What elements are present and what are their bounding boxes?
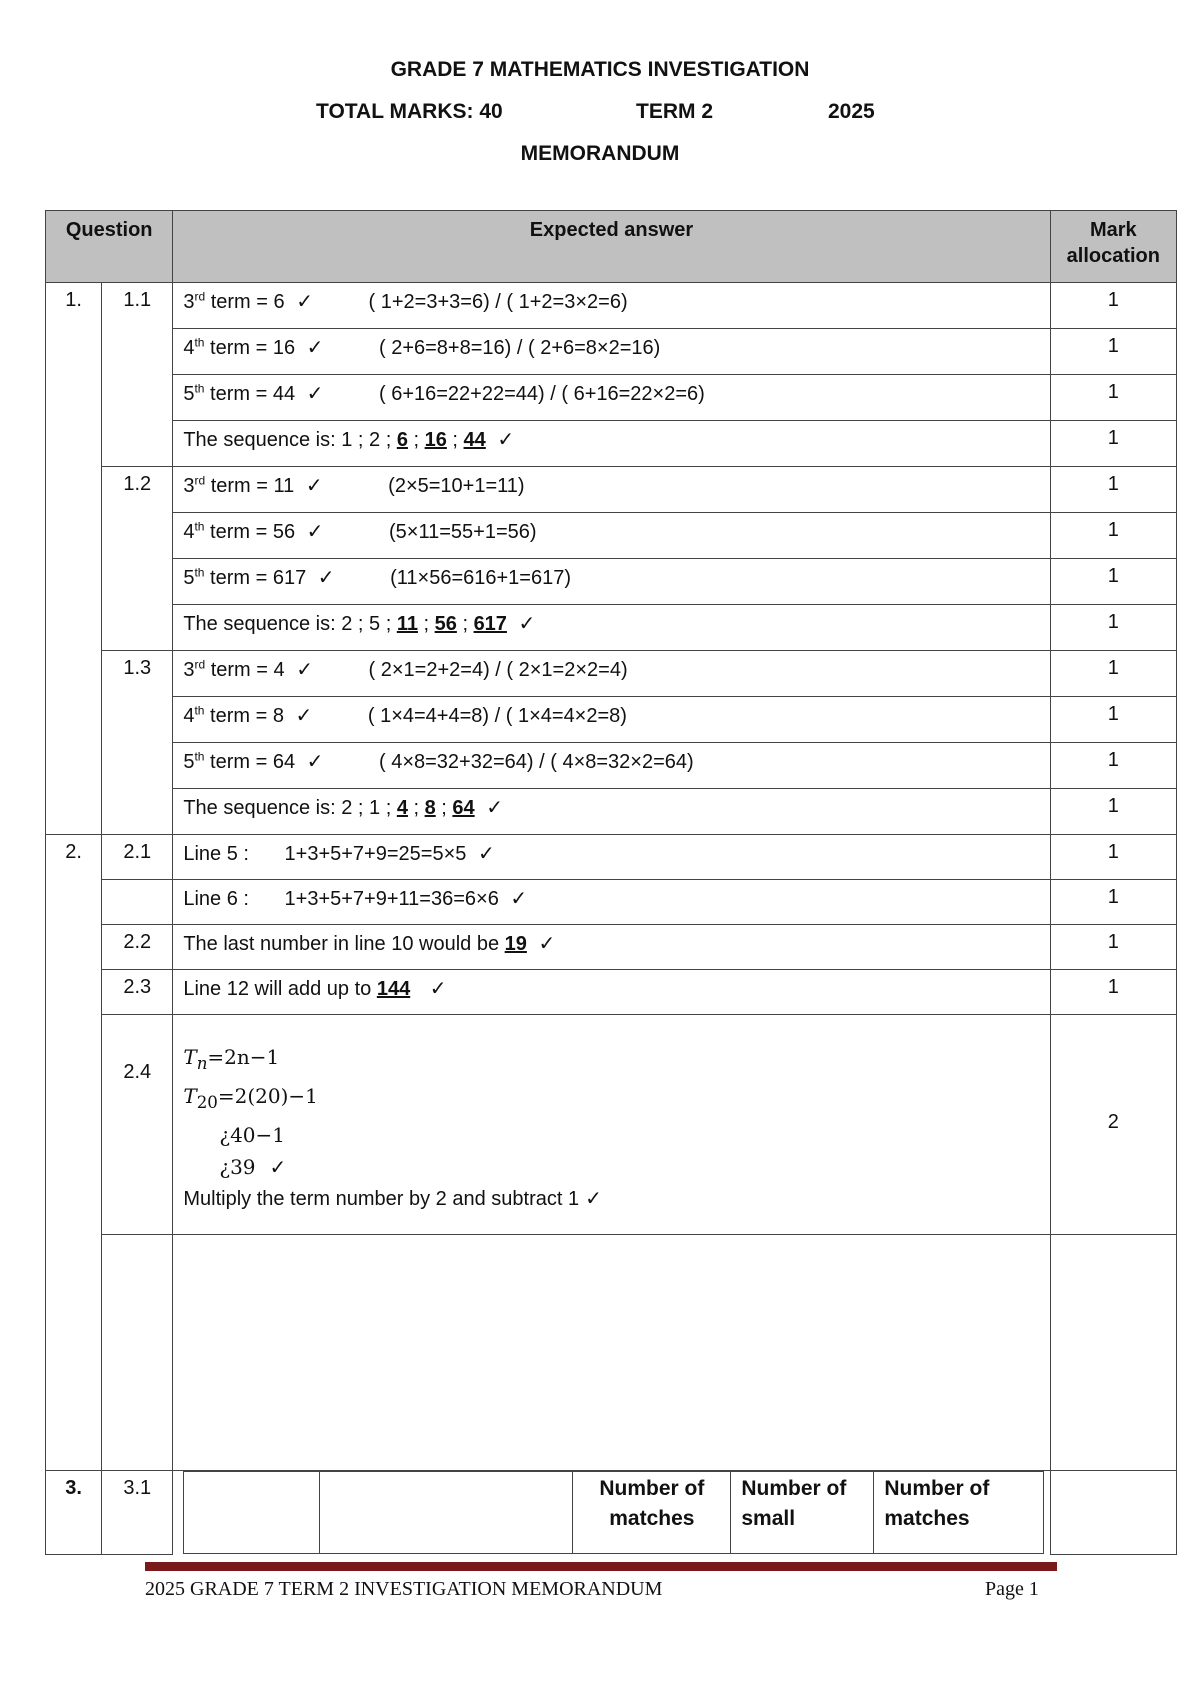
answer-cell: [173, 513, 1050, 559]
empty-cell: [173, 1235, 1050, 1471]
answer-cell: [173, 329, 1050, 375]
answer-cell: [173, 375, 1050, 421]
ordinal: 4: [183, 337, 195, 359]
answer-cell: [173, 1015, 1050, 1235]
mark-cell: 1: [1050, 651, 1176, 697]
check-icon: ✓: [306, 383, 324, 405]
ordinal-suffix: rd: [194, 289, 206, 304]
check-icon: ✓: [305, 475, 323, 497]
ordinal-suffix: th: [194, 335, 205, 350]
check-icon: ✓: [518, 613, 536, 635]
formula-line: $T_{20}=2(20)-1$: [183, 1084, 318, 1112]
table-row: [46, 697, 1177, 743]
memo-table: [45, 210, 1177, 1555]
sequence-text: The sequence is: 2 ; 1 ;: [183, 797, 392, 819]
empty-cell: [102, 1235, 173, 1471]
subquestion-1-1: 1.1: [102, 283, 173, 467]
mark-header-line2: allocation: [1066, 245, 1160, 267]
mark-cell: 1: [1050, 789, 1176, 835]
subquestion-2-4: 2.4: [102, 1015, 173, 1235]
table-row: [46, 329, 1177, 375]
mark-cell: 1: [1050, 559, 1176, 605]
answer-cell: The sequence is: 2 ; 1 ; 4 ; 8 ; 64 ✓: [173, 789, 1050, 835]
table-row: [46, 651, 1177, 697]
subquestion-1-3: 1.3: [102, 651, 173, 835]
sequence-value: 56: [434, 613, 457, 635]
answer-text: term = 16: [210, 337, 296, 359]
table-row: [46, 925, 1177, 970]
match-col-3: Number of matches: [573, 1472, 731, 1554]
check-icon: ✓: [510, 888, 528, 910]
formula-line: ¿40−1: [219, 1123, 285, 1147]
answer-cell: [173, 651, 1050, 697]
working: ( 1×4=4+4=8) / ( 1×4=4×2=8): [367, 705, 627, 727]
expected-answer-header: Expected answer: [173, 211, 1050, 283]
ordinal-suffix: th: [194, 749, 205, 764]
match-table: [183, 1471, 1044, 1554]
answer-value: 144: [376, 978, 411, 1000]
sequence-value: 617: [473, 613, 507, 635]
check-icon: ✓: [429, 978, 447, 1000]
page-title: GRADE 7 MATHEMATICS INVESTIGATION: [390, 58, 810, 81]
mark-cell: 1: [1050, 925, 1176, 970]
answer-cell: [173, 743, 1050, 789]
subquestion-blank: [102, 880, 173, 925]
formula-text: ¿39: [219, 1155, 256, 1179]
term-label: TERM 2: [636, 100, 714, 123]
sequence-value: 8: [424, 797, 436, 819]
sequence-text: The sequence is: 1 ; 2 ;: [183, 429, 392, 451]
answer-text: term = 8: [210, 705, 284, 727]
working: (2×5=10+1=11): [388, 475, 525, 497]
table-row: [46, 605, 1177, 651]
check-icon: ✓: [486, 797, 503, 819]
answer-cell: [173, 925, 1050, 970]
table-row: [46, 880, 1177, 925]
question-header: Question: [46, 211, 173, 283]
subquestion-2-1: 2.1: [102, 835, 173, 880]
total-marks: TOTAL MARKS: 40: [316, 100, 503, 123]
ordinal: 5: [183, 751, 195, 773]
answer-text: term = 64: [210, 751, 296, 773]
table-row: [46, 559, 1177, 605]
check-icon: ✓: [477, 843, 495, 865]
mark-cell: 1: [1050, 283, 1176, 329]
answer-cell: [173, 880, 1050, 925]
ordinal: 5: [183, 567, 195, 589]
subquestion-2-3: 2.3: [102, 970, 173, 1015]
table-header-row: [46, 211, 1177, 283]
subquestion-3-1: 3.1: [102, 1471, 173, 1555]
answer-text: term = 4: [210, 659, 285, 681]
formula-line: [183, 1151, 1039, 1183]
sequence-value: 64: [452, 797, 475, 819]
answer-text: Line 12 will add up to: [183, 978, 372, 1000]
answer-cell: The sequence is: 2 ; 5 ; 11 ; 56 ; 617 ✓: [173, 605, 1050, 651]
mark-cell: 1: [1050, 970, 1176, 1015]
ordinal: 5: [183, 383, 195, 405]
working: ( 2×1=2+2=4) / ( 2×1=2×2=4): [368, 659, 628, 681]
line-label: Line 5 :: [183, 843, 249, 865]
mark-cell: 1: [1050, 835, 1176, 880]
question-number-1: 1.: [46, 283, 102, 835]
table-row: [46, 283, 1177, 329]
check-icon: ✓: [306, 751, 324, 773]
working: (11×56=616+1=617): [390, 567, 572, 589]
check-icon: ✓: [585, 1188, 602, 1210]
answer-text: term = 56: [210, 521, 296, 543]
match-table-header: [184, 1472, 1044, 1554]
ordinal: 3: [183, 659, 195, 681]
answer-cell: [173, 559, 1050, 605]
ordinal-suffix: th: [194, 565, 205, 580]
subquestion-1-2: 1.2: [102, 467, 173, 651]
table-row: [46, 1235, 1177, 1471]
ordinal-suffix: rd: [194, 657, 206, 672]
ordinal-suffix: th: [194, 703, 205, 718]
check-icon: ✓: [317, 567, 335, 589]
mark-cell: 2: [1050, 1015, 1176, 1235]
sequence-value: 4: [396, 797, 408, 819]
check-icon: ✓: [306, 337, 324, 359]
line-label: Line 6 :: [183, 888, 249, 910]
table-row: [46, 835, 1177, 880]
empty-cell: [1050, 1235, 1176, 1471]
check-icon: ✓: [538, 933, 556, 955]
ordinal-suffix: th: [194, 381, 205, 396]
mark-cell: 1: [1050, 421, 1176, 467]
ordinal-suffix: th: [194, 519, 205, 534]
match-col-2: [320, 1472, 573, 1554]
match-col-5: Number of matches: [874, 1472, 1044, 1554]
ordinal-suffix: rd: [194, 473, 206, 488]
answer-cell: [173, 467, 1050, 513]
ordinal: 3: [183, 475, 195, 497]
answer-cell: [173, 835, 1050, 880]
check-icon: ✓: [269, 1155, 287, 1179]
answer-cell: [173, 283, 1050, 329]
answer-text: Multiply the term number by 2 and subtract 1: [183, 1188, 580, 1210]
answer-cell: The sequence is: 1 ; 2 ; 6 ; 16 ; 44 ✓: [173, 421, 1050, 467]
year-label: 2025: [828, 100, 875, 123]
footer-rule: [145, 1562, 1057, 1571]
sequence-text: The sequence is: 2 ; 5 ;: [183, 613, 392, 635]
working: 1+3+5+7+9=25=5×5: [284, 843, 467, 865]
ordinal: 4: [183, 521, 195, 543]
mark-cell: 1: [1050, 605, 1176, 651]
working: ( 1+2=3+3=6) / ( 1+2=3×2=6): [368, 291, 628, 313]
mark-allocation-header: [1050, 211, 1176, 283]
mark-cell: 1: [1050, 697, 1176, 743]
check-icon: ✓: [296, 659, 313, 681]
answer-text: term = 6: [210, 291, 285, 313]
answer-value: 19: [504, 933, 527, 955]
question-number-3: 3.: [46, 1471, 102, 1555]
page-number: Page 1: [985, 1578, 1039, 1600]
working: 1+3+5+7+9+11=36=6×6: [284, 888, 499, 910]
sequence-value: 11: [396, 613, 418, 635]
working: ( 2+6=8+8=16) / ( 2+6=8×2=16): [378, 337, 661, 359]
sequence-value: 44: [463, 429, 486, 451]
check-icon: ✓: [295, 705, 313, 727]
formula-text: =2n−1: [207, 1045, 280, 1069]
table-row: [46, 970, 1177, 1015]
formula-text: =2(20)−1: [217, 1084, 318, 1108]
answer-cell: [173, 697, 1050, 743]
table-row: [46, 1015, 1177, 1235]
answer-text: The last number in line 10 would be: [183, 933, 500, 955]
memorandum-subtitle: MEMORANDUM: [520, 142, 680, 165]
answer-cell: [173, 1471, 1050, 1555]
table-row: [46, 1471, 1177, 1555]
check-icon: ✓: [296, 291, 313, 313]
answer-cell: [173, 970, 1050, 1015]
sequence-value: 16: [424, 429, 447, 451]
mark-cell: 1: [1050, 467, 1176, 513]
working: ( 6+16=22+22=44) / ( 6+16=22×2=6): [378, 383, 705, 405]
table-row: [46, 375, 1177, 421]
check-icon: ✓: [497, 429, 515, 451]
mark-cell: 1: [1050, 375, 1176, 421]
answer-text: term = 44: [210, 383, 296, 405]
table-row: [46, 789, 1177, 835]
ordinal: 4: [183, 705, 195, 727]
mark-cell: 1: [1050, 743, 1176, 789]
ordinal: 3: [183, 291, 195, 313]
mark-header-line1: Mark: [1089, 219, 1137, 241]
answer-line: [183, 1183, 1039, 1215]
subquestion-2-2: 2.2: [102, 925, 173, 970]
table-row: [46, 513, 1177, 559]
footer-title: 2025 GRADE 7 TERM 2 INVESTIGATION MEMORANDUM: [145, 1578, 663, 1600]
question-number-2: 2.: [46, 835, 102, 1471]
answer-text: term = 11: [210, 475, 295, 497]
answer-text: term = 617: [210, 567, 307, 589]
table-row: [46, 421, 1177, 467]
mark-cell: 1: [1050, 880, 1176, 925]
match-col-1: [184, 1472, 320, 1554]
check-icon: ✓: [306, 521, 324, 543]
mark-cell: 1: [1050, 329, 1176, 375]
table-row: [46, 467, 1177, 513]
working: ( 4×8=32+32=64) / ( 4×8=32×2=64): [378, 751, 694, 773]
table-row: [46, 743, 1177, 789]
sequence-value: 6: [396, 429, 408, 451]
match-col-4: Number of small: [731, 1472, 874, 1554]
mark-cell: [1050, 1471, 1176, 1555]
formula-line: $T_n=2n-1$: [183, 1045, 280, 1073]
mark-cell: 1: [1050, 513, 1176, 559]
working: (5×11=55+1=56): [388, 521, 537, 543]
